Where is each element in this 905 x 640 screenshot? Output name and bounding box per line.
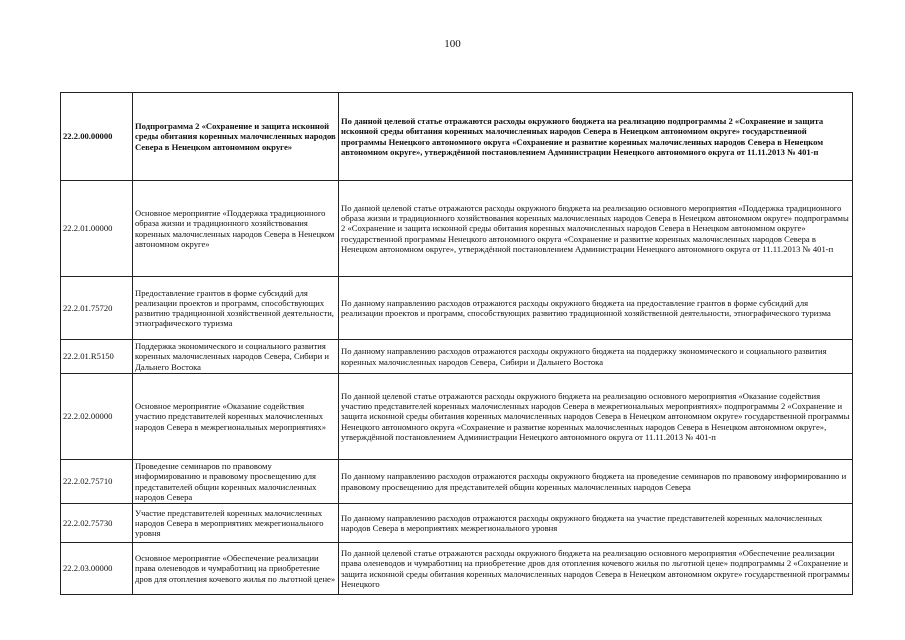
table-body <box>61 93 853 595</box>
code-cell: 22.2.02.75710 <box>61 460 133 504</box>
name-cell: Подпрограмма 2 «Сохранение и защита исконной среды обитания коренных малочисленных народов Севера в Ненецком автономном округе» <box>133 93 339 181</box>
table-row <box>61 277 853 340</box>
table-row <box>61 93 853 181</box>
description-cell: По данному направлению расходов отражаются расходы окружного бюджета на участие представителей коренных малочисленных народов Севера в мероприятиях межрегионального уровня <box>339 504 853 543</box>
code-cell: 22.2.03.00000 <box>61 543 133 595</box>
page-number: 100 <box>444 38 461 50</box>
description-cell: По данному направлению расходов отражаются расходы окружного бюджета на проведение семинаров по правовому информированию и правовому просвещению для представителей общин коренных малочисленных народов Севера <box>339 460 853 504</box>
code-cell: 22.2.02.75730 <box>61 504 133 543</box>
table-row <box>61 374 853 460</box>
table-row <box>61 181 853 277</box>
name-cell: Поддержка экономического и социального развития коренных малочисленных народов Севера, Сибири и Дальнего Востока <box>133 340 339 374</box>
table-row <box>61 460 853 504</box>
description-cell: По данной целевой статье отражаются расходы окружного бюджета на реализацию основного мероприятия «Поддержка традиционного образа жизни и традиционного хозяйствования коренных малочисленных народов Севера в Ненецком автономном округе» подпрограммы 2 «Сохранение и защита исконной среды обитания коренных малочисленных народов Севера в Ненецком автономном округе» государственной программы Ненецкого автономного округа «Сохранение и развитие коренных малочисленных народов Севера в Ненецком автономном округе», утверждённой постановлением Администрации Ненецкого автономного округа от 11.11.2013 № 401-п <box>339 181 853 277</box>
description-cell: По данной целевой статье отражаются расходы окружного бюджета на реализацию основного мероприятия «Оказание содействия участию представителей коренных малочисленных народов Севера в межрегиональных мероприятиях» подпрограммы 2 «Сохранение и защита исконной среды обитания коренных малочисленных народов Севера в Ненецком автономном округе» государственной программы Ненецкого автономного округа «Сохранение и развитие коренных малочисленных народов Севера в Ненецком автономном округе», утверждённой постановлением Администрации Ненецкого автономного округа от 11.11.2013 № 401-п <box>339 374 853 460</box>
table-row <box>61 504 853 543</box>
name-cell: Предоставление грантов в форме субсидий для реализации проектов и программ, способствующих развитию традиционной хозяйственной деятельности, этнографического туризма <box>133 277 339 340</box>
code-cell: 22.2.02.00000 <box>61 374 133 460</box>
name-cell: Проведение семинаров по правовому информированию и правовому просвещению для представителей общин коренных малочисленных народов Севера <box>133 460 339 504</box>
name-cell: Основное мероприятие «Обеспечение реализации права оленеводов и чумработниц на приобретение дров для отопления кочевого жилья по льготной цене» <box>133 543 339 595</box>
table-row <box>61 543 853 595</box>
code-cell: 22.2.01.R5150 <box>61 340 133 374</box>
description-cell: По данному направлению расходов отражаются расходы окружного бюджета на поддержку экономического и социального развития коренных малочисленных народов Севера, Сибири и Дальнего Востока <box>339 340 853 374</box>
name-cell: Основное мероприятие «Поддержка традиционного образа жизни и традиционного хозяйствования коренных малочисленных народов Севера в Ненецком автономном округе» <box>133 181 339 277</box>
description-cell: По данной целевой статье отражаются расходы окружного бюджета на реализацию основного мероприятия «Обеспечение реализации права оленеводов и чумработниц на приобретение дров для отопления кочевого жилья по льготной цене» подпрограммы 2 «Сохранение и защита исконной среды обитания коренных малочисленных народов Севера в Ненецком автономном округе» государственной программы Ненецкого <box>339 543 853 595</box>
table-row <box>61 340 853 374</box>
name-cell: Участие представителей коренных малочисленных народов Севера в мероприятиях межрегионального уровня <box>133 504 339 543</box>
code-cell: 22.2.00.00000 <box>61 93 133 181</box>
code-cell: 22.2.01.75720 <box>61 277 133 340</box>
name-cell: Основное мероприятие «Оказание содействия участию представителей коренных малочисленных народов Севера в межрегиональных мероприятиях» <box>133 374 339 460</box>
description-cell: По данному направлению расходов отражаются расходы окружного бюджета на предоставление грантов в форме субсидий для реализации проектов и программ, способствующих развитию традиционной хозяйственной деятельности, этнографического туризма <box>339 277 853 340</box>
budget-classification-table <box>60 92 853 595</box>
code-cell: 22.2.01.00000 <box>61 181 133 277</box>
description-cell: По данной целевой статье отражаются расходы окружного бюджета на реализацию подпрограммы 2 «Сохранение и защита исконной среды обитания коренных малочисленных народов Севера в Ненецком автономном округе» государственной программы Ненецкого автономного округа «Сохранение и развитие коренных малочисленных народов Севера в Ненецком автономном округе», утверждённой постановлением Администрации Ненецкого автономного округа от 11.11.2013 № 401-п <box>339 93 853 181</box>
